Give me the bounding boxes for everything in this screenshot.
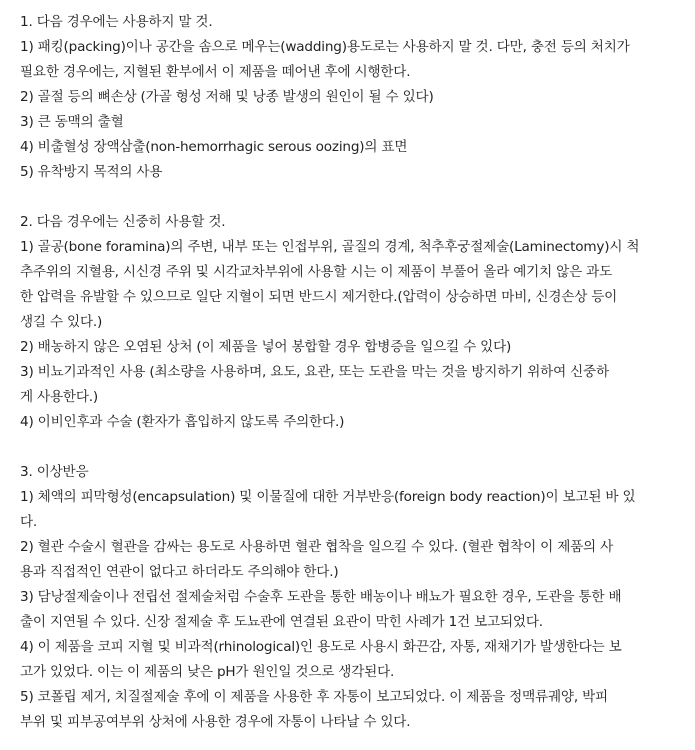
text-line: 용과 직접적인 연관이 없다고 하더라도 주의해야 한다.) xyxy=(20,564,339,580)
text-line: 고가 있었다. 이는 이 제품의 낮은 pH가 원인일 것으로 생각된다. xyxy=(20,664,395,680)
section-heading: 3. 이상반응 xyxy=(20,464,89,480)
section-heading: 1. 다음 경우에는 사용하지 말 것. xyxy=(20,14,213,30)
text-line: 3) 담낭절제술이나 전립선 절제술처럼 수술후 도관을 통한 배농이나 배뇨가 필요한 경우, 도관을 통한 배 xyxy=(20,589,622,605)
section-heading: 2. 다음 경우에는 신중히 사용할 것. xyxy=(20,214,226,230)
text-line: 1) 체액의 피막형성(encapsulation) 및 이물질에 대한 거부반응(foreign body reaction)이 보고된 바 있 xyxy=(20,489,636,505)
text-line: 게 사용한다.) xyxy=(20,389,99,405)
text-line: 2) 골절 등의 뼈손상 (가골 형성 저해 및 낭종 발생의 원인이 될 수 있다) xyxy=(20,89,434,105)
text-line: 4) 이 제품을 코피 지혈 및 비과적(rhinological)인 용도로 사용시 화끈감, 자통, 재채기가 발생한다는 보 xyxy=(20,639,622,655)
section-adverse-reactions xyxy=(20,460,685,735)
text-line: 3) 큰 동맥의 출혈 xyxy=(20,114,124,130)
text-line: 3) 비뇨기과적인 사용 (최소량을 사용하며, 요도, 요관, 또는 도관을 막는 것을 방지하기 위하여 신중하 xyxy=(20,364,609,380)
text-line: 한 압력을 유발할 수 있으므로 일단 지혈이 되면 반드시 제거한다.(압력이 상승하면 마비, 신경손상 등이 xyxy=(20,289,618,305)
text-line: 다. xyxy=(20,514,38,530)
text-line: 5) 코폴립 제거, 치질절제술 후에 이 제품을 사용한 후 자통이 보고되었다. 이 제품을 정맥류궤양, 박피 xyxy=(20,689,608,705)
text-line: 부위 및 피부공여부위 상처에 사용한 경우에 자통이 나타날 수 있다. xyxy=(20,714,411,730)
text-line: 2) 혈관 수술시 혈관을 감싸는 용도로 사용하면 혈관 협착을 일으킬 수 있다. (혈관 협착이 이 제품의 사 xyxy=(20,539,614,555)
text-line: 추주위의 지혈용, 시신경 주위 및 시각교차부위에 사용할 시는 이 제품이 부풀어 올라 예기치 않은 과도 xyxy=(20,264,613,280)
text-line: 2) 배농하지 않은 오염된 상처 (이 제품을 넣어 봉합할 경우 합병증을 일으킬 수 있다) xyxy=(20,339,512,355)
section-contraindications xyxy=(20,10,685,185)
section-spacer xyxy=(20,435,685,460)
text-line: 생길 수 있다.) xyxy=(20,314,103,330)
section-precautions xyxy=(20,210,685,435)
text-line: 출이 지연될 수 있다. 신장 절제술 후 도뇨관에 연결된 요관이 막힌 사례가 1건 보고되었다. xyxy=(20,614,543,630)
section-spacer xyxy=(20,185,685,210)
text-line: 4) 비출혈성 장액삼출(non-hemorrhagic serous oozing)의 표면 xyxy=(20,139,408,155)
text-line: 5) 유착방지 목적의 사용 xyxy=(20,164,163,180)
text-line: 1) 골공(bone foramina)의 주변, 내부 또는 인접부위, 골질의 경계, 척추후궁절제술(Laminectomy)시 척 xyxy=(20,239,640,255)
text-line: 1) 패킹(packing)이나 공간을 솜으로 메우는(wadding)용도로는 사용하지 말 것. 다만, 충전 등의 처치가 xyxy=(20,39,630,55)
text-line: 필요한 경우에는, 지혈된 환부에서 이 제품을 떼어낸 후에 시행한다. xyxy=(20,64,411,80)
text-line: 4) 이비인후과 수술 (환자가 흡입하지 않도록 주의한다.) xyxy=(20,414,345,430)
